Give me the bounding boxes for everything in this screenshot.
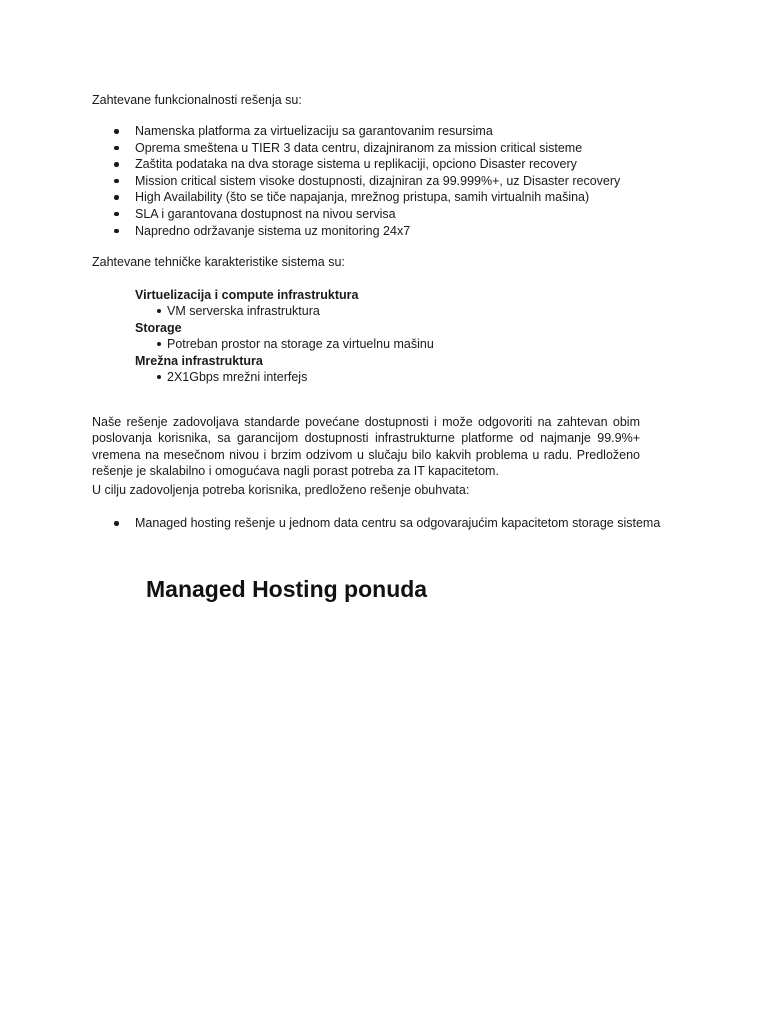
section-heading: Managed Hosting ponuda — [146, 576, 428, 602]
technical-requirements-list — [135, 287, 434, 385]
category-items-virtualization — [135, 303, 434, 319]
category-title-storage: Storage — [135, 320, 182, 335]
list-item: High Availability (što se tiče napajanja, mrežnog pristupa, samih virtualnih mašina) — [112, 189, 620, 206]
list-item: Potreban prostor na storage za virtuelnu mašinu — [135, 336, 434, 352]
proposal-intro: U cilju zadovoljenja potreba korisnika, predloženo rešenje obuhvata: — [92, 483, 470, 497]
list-item: Managed hosting rešenje u jednom data centru sa odgovarajućim kapacitetom storage sistema — [112, 515, 660, 532]
list-item: Zaštita podataka na dva storage sistema u replikaciji, opciono Disaster recovery — [112, 156, 620, 173]
category-items-network — [135, 369, 434, 385]
functional-requirements-intro: Zahtevane funkcionalnosti rešenja su: — [92, 93, 302, 107]
category-title-network: Mrežna infrastruktura — [135, 353, 263, 368]
category-title-virtualization: Virtuelizacija i compute infrastruktura — [135, 288, 359, 302]
list-item: SLA i garantovana dostupnost na nivou servisa — [112, 206, 620, 223]
proposal-list — [112, 515, 660, 532]
list-item: Napredno održavanje sistema uz monitoring 24x7 — [112, 223, 620, 240]
list-item: Mission critical sistem visoke dostupnosti, dizajniran za 99.999%+, uz Disaster recovery — [112, 173, 620, 190]
technical-requirements-intro: Zahtevane tehničke karakteristike sistema su: — [92, 255, 345, 269]
list-item: VM serverska infrastruktura — [135, 303, 434, 319]
functional-requirements-list — [112, 123, 620, 239]
list-item: 2X1Gbps mrežni interfejs — [135, 369, 434, 385]
solution-paragraph: Naše rešenje zadovoljava standarde povećane dostupnosti i može odgovoriti na zahtevan obim poslovanja korisnika, sa garancijom dostupnosti infrastrukturne platforme od najmanje 99.9%+ vremena na mesečnom nivou i brzim odzivom u slučaju bilo kakvih problema u radu. Predloženo rešenje je skalabilno i omogućava nagli porast potreba za IT kapacitetom. — [92, 414, 640, 478]
list-item: Namenska platforma za virtuelizaciju sa garantovanim resursima — [112, 123, 620, 140]
list-item: Oprema smeštena u TIER 3 data centru, dizajniranom za mission critical sisteme — [112, 140, 620, 157]
category-items-storage — [135, 336, 434, 352]
